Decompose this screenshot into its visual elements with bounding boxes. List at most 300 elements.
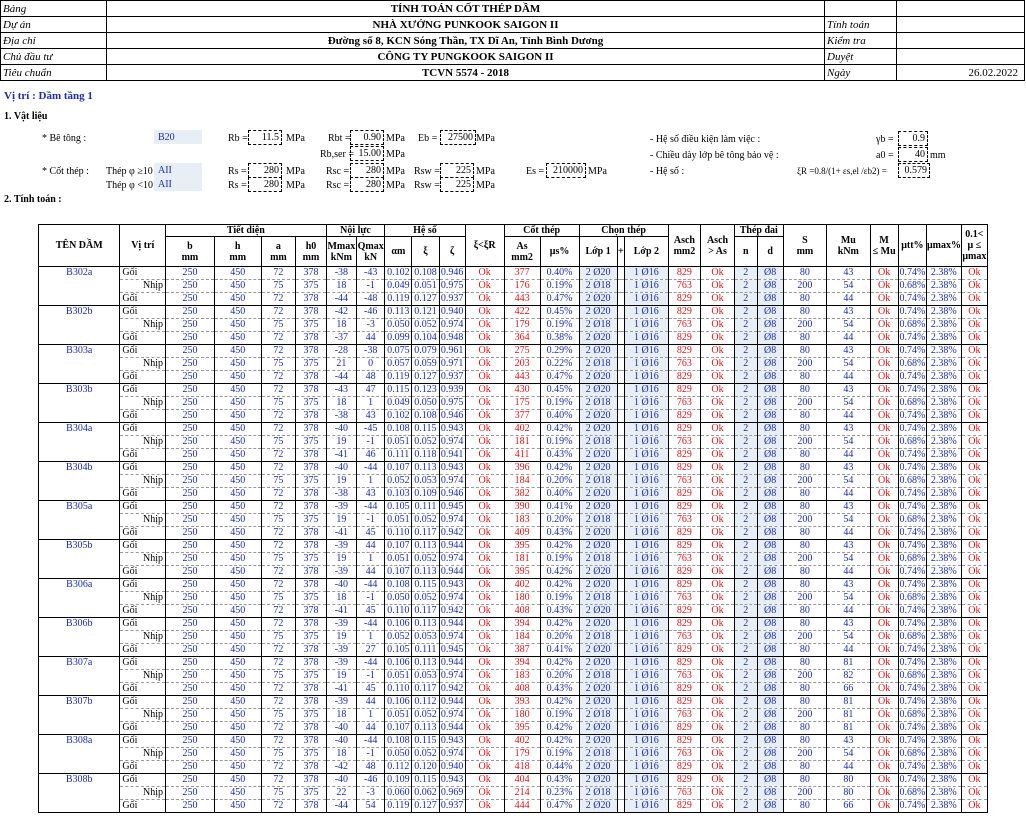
cell-d: Ø8: [757, 605, 783, 618]
rsc1-value[interactable]: 280: [350, 163, 384, 178]
cell-mumax: 2.38%: [926, 683, 961, 696]
cell-d: Ø8: [757, 501, 783, 514]
cell-as: 409: [504, 527, 540, 540]
cell-l1: 2 Ø20: [579, 605, 617, 618]
cell-q: -45: [357, 423, 385, 436]
plus-cell: [617, 579, 625, 592]
row-position: Gối: [120, 345, 166, 358]
cell-ok1: Ok: [701, 592, 735, 605]
beam-name: B308a: [39, 735, 120, 774]
a0-unit: mm: [930, 150, 946, 161]
cell-h: 450: [214, 800, 261, 813]
th-mcheck: M ≤ Mu: [870, 225, 898, 267]
cell-s: 80: [783, 696, 826, 709]
th-h0: h0 mm: [296, 237, 326, 267]
rb-unit: MPa: [286, 133, 305, 144]
cell-l1: 2 Ø18: [579, 787, 617, 800]
steel2-grade[interactable]: AII: [158, 179, 172, 190]
cell-h0: 378: [296, 683, 326, 696]
cell-am: 0.052: [385, 631, 412, 644]
table-row: [39, 709, 988, 722]
cell-a: 75: [261, 280, 296, 293]
header-row: [1, 33, 1025, 49]
cell-am: 0.060: [385, 787, 412, 800]
cell-asch: 829: [668, 696, 701, 709]
cell-mut: 0.74%: [899, 371, 926, 382]
plus-cell: [617, 319, 625, 332]
table-row: [39, 423, 988, 436]
cell-ok3: Ok: [961, 566, 987, 579]
cell-d: Ø8: [757, 800, 783, 813]
cell-zeta: 0.974: [440, 592, 464, 603]
row-position: Gối: [120, 306, 166, 319]
cell-m: -39: [326, 618, 356, 631]
cell-ok2: Ok: [870, 306, 898, 319]
cell-ok3: Ok: [961, 514, 987, 527]
cell-as: 364: [504, 332, 540, 345]
cell-l2: 1 Ø16: [625, 709, 668, 722]
cell-n: 2: [734, 384, 757, 397]
cell-n: 2: [734, 761, 757, 774]
cell-h: 450: [214, 358, 261, 371]
cell-ok3: Ok: [961, 462, 987, 475]
cell-mumax: 2.38%: [926, 514, 961, 527]
cell-h0: 375: [296, 358, 326, 371]
cell-ok1: Ok: [701, 761, 735, 774]
cell-ok3: Ok: [961, 709, 987, 722]
cell-am: 0.052: [385, 475, 412, 488]
cell-q: 44: [357, 540, 385, 553]
cell-ok2: Ok: [870, 514, 898, 527]
cell-l2: 1 Ø16: [625, 618, 668, 631]
cell-l2: 1 Ø16: [625, 397, 668, 410]
cell-mut: 0.74%: [899, 696, 926, 707]
cell-s: 80: [783, 735, 826, 748]
cell-ok1: Ok: [701, 371, 735, 384]
rsw1-value[interactable]: 225: [440, 163, 474, 178]
cell-a: 72: [261, 371, 296, 384]
cell-h0: 378: [296, 761, 326, 774]
row-position: Gối: [120, 800, 166, 813]
cell-l2: 1 Ø16: [625, 631, 668, 644]
cell-ok2: Ok: [870, 332, 898, 345]
cell-h: 450: [214, 592, 261, 605]
cell-d: Ø8: [757, 774, 783, 787]
cell-a: 72: [261, 423, 296, 436]
cell-mut: 0.74%: [899, 423, 926, 434]
steel1-grade[interactable]: AII: [158, 165, 172, 176]
cell-h0: 378: [296, 267, 326, 280]
cell-h: 450: [214, 501, 261, 514]
cell-mu_: 54: [827, 436, 870, 449]
cell-as: 394: [504, 657, 540, 670]
cell-h0: 375: [296, 514, 326, 527]
cell-asch: 829: [668, 774, 701, 787]
cell-mu_: 43: [827, 501, 870, 514]
cell-as: 404: [504, 774, 540, 787]
row-position: Gối: [120, 540, 166, 553]
cell-mumax: 2.38%: [926, 423, 961, 436]
cell-d: Ø8: [757, 592, 783, 605]
cell-xi: 0.053: [412, 631, 439, 644]
cell-as: 395: [504, 566, 540, 579]
cell-mu_: 81: [827, 722, 870, 735]
row-position: Nhịp: [120, 631, 166, 644]
cell-m: 18: [326, 280, 356, 293]
rsc2-value[interactable]: 280: [350, 177, 384, 192]
th-d: d: [757, 237, 783, 267]
cell-mumax: 2.38%: [926, 345, 961, 358]
cell-l2: 1 Ø16: [625, 462, 668, 475]
th-m: Mmax kNm: [326, 237, 356, 267]
cell-m: -39: [326, 501, 356, 514]
cell-b: 250: [166, 358, 215, 371]
es-value[interactable]: 210000: [546, 163, 586, 178]
concrete-grade[interactable]: B20: [158, 132, 175, 143]
cell-as: 275: [504, 345, 540, 358]
table-row: [39, 579, 988, 592]
plus-cell: [617, 553, 625, 566]
steel-label: * Cốt thép :: [42, 166, 89, 177]
cell-l1: 2 Ø18: [579, 670, 617, 683]
cell-n: 2: [734, 657, 757, 670]
cell-mu_: 54: [827, 475, 870, 488]
cell-as: 181: [504, 553, 540, 566]
cell-m: -38: [326, 267, 356, 280]
cell-d: Ø8: [757, 306, 783, 319]
cell-d: Ø8: [757, 657, 783, 670]
cell-s: 80: [783, 501, 826, 514]
header-row: [1, 49, 1025, 65]
th-plus: +: [617, 237, 625, 267]
cell-n: 2: [734, 644, 757, 657]
cell-mumax: 2.38%: [926, 670, 961, 683]
cell-a: 75: [261, 748, 296, 761]
cell-a: 72: [261, 527, 296, 540]
cell-a: 72: [261, 579, 296, 592]
cell-ok1: Ok: [701, 462, 735, 475]
cell-check: Ok: [465, 267, 504, 280]
cell-ok2: Ok: [870, 423, 898, 436]
cell-d: Ø8: [757, 748, 783, 761]
cell-xi: 0.104: [412, 332, 439, 345]
cell-q: -1: [357, 280, 385, 293]
rs2-value[interactable]: 280: [248, 177, 282, 192]
cell-n: 2: [734, 748, 757, 761]
cell-l2: 1 Ø16: [625, 384, 668, 397]
cell-d: Ø8: [757, 787, 783, 800]
cell-as: 183: [504, 514, 540, 527]
table-row: [39, 696, 988, 709]
cell-m: -39: [326, 644, 356, 657]
cell-am: 0.107: [385, 722, 412, 735]
cell-l1: 2 Ø18: [579, 748, 617, 761]
cell-xi: 0.115: [412, 774, 439, 787]
cell-q: -44: [357, 735, 385, 748]
cell-check: Ok: [465, 722, 504, 735]
cell-mut: 0.74%: [899, 410, 926, 421]
cell-am: 0.108: [385, 423, 412, 436]
cell-zeta: 0.937: [440, 293, 464, 304]
cell-h0: 378: [296, 540, 326, 553]
cell-h0: 375: [296, 787, 326, 800]
rsw2-unit: MPa: [476, 180, 495, 191]
cell-h: 450: [214, 527, 261, 540]
cell-a: 72: [261, 267, 296, 280]
cell-xi: 0.052: [412, 514, 439, 527]
cell-xi: 0.115: [412, 579, 439, 592]
cell-zeta: 0.944: [440, 696, 464, 707]
cell-q: 43: [357, 488, 385, 501]
cell-d: Ø8: [757, 397, 783, 410]
cell-ok3: Ok: [961, 748, 987, 761]
cell-ok3: Ok: [961, 657, 987, 670]
cell-d: Ø8: [757, 358, 783, 371]
cell-ok3: Ok: [961, 397, 987, 410]
cell-check: Ok: [465, 358, 504, 371]
cell-q: 1: [357, 631, 385, 644]
th-asch: Asch mm2: [668, 225, 701, 267]
cell-zeta: 0.943: [440, 462, 464, 473]
th-mumax: μmax%: [926, 225, 961, 267]
cell-am: 0.110: [385, 683, 412, 696]
cell-xi: 0.127: [412, 371, 439, 384]
cell-q: 45: [357, 605, 385, 618]
cell-l2: 1 Ø16: [625, 280, 668, 293]
cell-xi: 0.053: [412, 670, 439, 683]
cell-h0: 378: [296, 644, 326, 657]
cell-n: 2: [734, 787, 757, 800]
beam-name: B307a: [39, 657, 120, 696]
cell-xi: 0.052: [412, 592, 439, 605]
cell-m: -44: [326, 800, 356, 813]
cell-am: 0.119: [385, 800, 412, 813]
cell-a: 72: [261, 449, 296, 462]
cell-mut: 0.74%: [899, 345, 926, 356]
cell-mu_: 43: [827, 267, 870, 280]
cell-mumax: 2.38%: [926, 657, 961, 670]
cell-d: Ø8: [757, 527, 783, 540]
concrete-label: * Bê tông :: [42, 133, 87, 144]
cell-b: 250: [166, 345, 215, 358]
cell-mut: 0.68%: [899, 748, 926, 759]
header-right-label: Ngày: [825, 65, 897, 81]
cell-zeta: 0.942: [440, 683, 464, 694]
rbser-value[interactable]: 15.00: [350, 146, 384, 161]
cell-mu: 0.47%: [540, 800, 579, 813]
cell-mu: 0.43%: [540, 774, 579, 787]
cell-q: 46: [357, 449, 385, 462]
cell-asch: 763: [668, 319, 701, 332]
cell-m: -28: [326, 345, 356, 358]
cell-mu: 0.42%: [540, 579, 579, 592]
cell-d: Ø8: [757, 371, 783, 384]
cell-m: 18: [326, 319, 356, 332]
cell-mut: 0.74%: [899, 293, 926, 304]
cell-mu: 0.38%: [540, 332, 579, 345]
cell-d: Ø8: [757, 462, 783, 475]
cell-mumax: 2.38%: [926, 501, 961, 514]
cell-b: 250: [166, 800, 215, 813]
cell-b: 250: [166, 475, 215, 488]
cell-d: Ø8: [757, 553, 783, 566]
cell-mumax: 2.38%: [926, 709, 961, 722]
cell-m: -40: [326, 423, 356, 436]
cell-mu_: 43: [827, 579, 870, 592]
cell-b: 250: [166, 618, 215, 631]
cell-check: Ok: [465, 384, 504, 397]
coef1-label: - Hệ số điều kiện làm việc :: [650, 134, 761, 145]
cell-n: 2: [734, 462, 757, 475]
cell-ok3: Ok: [961, 475, 987, 488]
cell-check: Ok: [465, 774, 504, 787]
plus-cell: [617, 709, 625, 722]
cell-mumax: 2.38%: [926, 618, 961, 631]
table-row: [39, 514, 988, 527]
cell-h: 450: [214, 423, 261, 436]
beam-name: B305a: [39, 501, 120, 540]
cell-d: Ø8: [757, 566, 783, 579]
cell-xi: 0.052: [412, 748, 439, 761]
cell-as: 395: [504, 722, 540, 735]
plus-cell: [617, 670, 625, 683]
cell-ok1: Ok: [701, 683, 735, 696]
cell-m: 18: [326, 592, 356, 605]
cell-h: 450: [214, 735, 261, 748]
cell-s: 80: [783, 540, 826, 553]
xir-value[interactable]: 0.579: [898, 163, 930, 178]
cell-h: 450: [214, 488, 261, 501]
cell-ok2: Ok: [870, 800, 898, 813]
cell-ok3: Ok: [961, 345, 987, 358]
th-mut: μtt%: [898, 225, 926, 267]
rbt-value[interactable]: 0.90: [350, 130, 384, 145]
cell-am: 0.051: [385, 670, 412, 683]
cell-mumax: 2.38%: [926, 462, 961, 475]
cell-l2: 1 Ø16: [625, 319, 668, 332]
cell-h0: 378: [296, 800, 326, 813]
cell-h: 450: [214, 566, 261, 579]
cell-a: 75: [261, 319, 296, 332]
row-position: Nhịp: [120, 358, 166, 371]
cell-h0: 378: [296, 306, 326, 319]
cell-mut: 0.74%: [899, 488, 926, 499]
cell-xi: 0.113: [412, 657, 439, 670]
cell-am: 0.107: [385, 462, 412, 475]
rsw2-value[interactable]: 225: [440, 177, 474, 192]
cell-a: 72: [261, 306, 296, 319]
header-right-label: Duyệt: [825, 49, 897, 65]
row-position: Gối: [120, 501, 166, 514]
cell-asch: 763: [668, 709, 701, 722]
cell-q: 44: [357, 696, 385, 709]
header-value: TÍNH TOÁN CỐT THÉP DẦM: [107, 1, 825, 17]
cell-m: -40: [326, 722, 356, 735]
row-position: Nhịp: [120, 319, 166, 332]
cell-l1: 2 Ø20: [579, 410, 617, 423]
cell-a: 72: [261, 696, 296, 709]
cell-m: -40: [326, 774, 356, 787]
cell-s: 80: [783, 800, 826, 813]
cell-as: 393: [504, 696, 540, 709]
cell-mu: 0.42%: [540, 657, 579, 670]
row-position: Gối: [120, 410, 166, 423]
cell-h: 450: [214, 514, 261, 527]
rb-value[interactable]: 11.5: [248, 130, 282, 145]
cell-ok1: Ok: [701, 644, 735, 657]
cell-ok1: Ok: [701, 293, 735, 306]
table-row: [39, 488, 988, 501]
cell-asch: 829: [668, 462, 701, 475]
cell-ok3: Ok: [961, 605, 987, 618]
cell-ok3: Ok: [961, 644, 987, 657]
cell-m: 19: [326, 631, 356, 644]
cell-ok3: Ok: [961, 436, 987, 449]
cell-check: Ok: [465, 631, 504, 644]
a0-value[interactable]: 40: [898, 147, 928, 162]
cell-mu: 0.47%: [540, 293, 579, 306]
rsw2-label: Rsw =: [414, 180, 440, 191]
cell-mu: 0.40%: [540, 410, 579, 423]
cell-ok1: Ok: [701, 657, 735, 670]
cell-h0: 378: [296, 423, 326, 436]
rs1-value[interactable]: 280: [248, 163, 282, 178]
cell-mumax: 2.38%: [926, 748, 961, 761]
cell-ok3: Ok: [961, 618, 987, 631]
cell-l1: 2 Ø18: [579, 358, 617, 371]
cell-asch: 829: [668, 540, 701, 553]
cell-l2: 1 Ø16: [625, 306, 668, 319]
table-row: [39, 449, 988, 462]
cell-as: 418: [504, 761, 540, 774]
eb-value[interactable]: 27500: [440, 130, 476, 145]
cell-h0: 378: [296, 293, 326, 306]
cell-as: 179: [504, 319, 540, 332]
cell-mumax: 2.38%: [926, 566, 961, 579]
cell-l1: 2 Ø20: [579, 735, 617, 748]
cell-h: 450: [214, 293, 261, 306]
cell-ok1: Ok: [701, 488, 735, 501]
cell-s: 80: [783, 371, 826, 384]
cell-h: 450: [214, 553, 261, 566]
cell-d: Ø8: [757, 722, 783, 735]
cell-xi: 0.111: [412, 644, 439, 657]
cell-n: 2: [734, 306, 757, 319]
cell-h0: 375: [296, 631, 326, 644]
cell-l2: 1 Ø16: [625, 787, 668, 800]
cell-zeta: 0.943: [440, 774, 464, 785]
cell-am: 0.119: [385, 371, 412, 384]
plus-cell: [617, 722, 625, 735]
cell-l2: 1 Ø16: [625, 644, 668, 657]
cell-as: 184: [504, 631, 540, 644]
cell-xi: 0.112: [412, 696, 439, 709]
cell-mut: 0.74%: [899, 800, 926, 811]
cell-as: 402: [504, 735, 540, 748]
row-position: Nhịp: [120, 709, 166, 722]
cell-q: 1: [357, 397, 385, 410]
cell-h0: 378: [296, 488, 326, 501]
cell-ok3: Ok: [961, 774, 987, 787]
cell-xi: 0.052: [412, 319, 439, 332]
gamma-value[interactable]: 0.9: [898, 131, 928, 146]
cell-h0: 378: [296, 462, 326, 475]
cell-xi: 0.111: [412, 501, 439, 514]
cell-mu: 0.43%: [540, 605, 579, 618]
cell-s: 200: [783, 397, 826, 410]
cell-xi: 0.127: [412, 293, 439, 306]
cell-b: 250: [166, 423, 215, 436]
